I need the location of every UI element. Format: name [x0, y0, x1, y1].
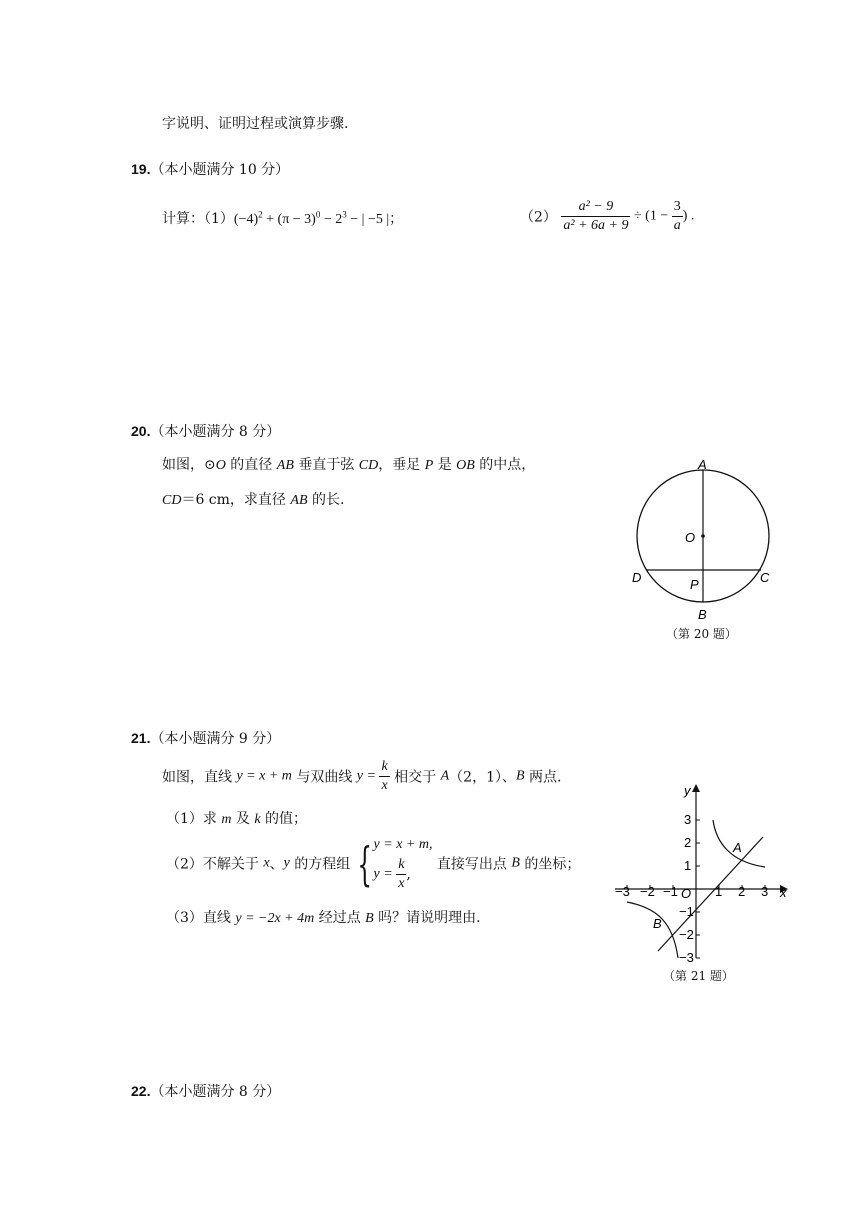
text: 的直径	[225, 457, 277, 473]
question-number: 21.	[131, 730, 151, 746]
point-a-label: A	[733, 840, 742, 855]
x-axis-label: x	[780, 885, 787, 900]
y-tick-label: 3	[684, 812, 692, 827]
equation: y =	[356, 768, 380, 784]
circle-figure	[620, 455, 790, 625]
label-a: A	[698, 457, 707, 472]
text: ＝6 cm，求直径	[181, 492, 291, 508]
text: 的中点，	[474, 457, 536, 473]
var: P	[424, 458, 434, 473]
center-point	[701, 534, 705, 538]
exponent: 3	[342, 209, 347, 220]
text: 是	[433, 457, 457, 473]
equation-system	[374, 834, 433, 893]
text: ,	[406, 866, 411, 883]
question-21-part-2	[166, 834, 580, 893]
text: 的坐标；	[519, 856, 581, 873]
point-b-label: B	[653, 916, 662, 931]
text: 、	[269, 856, 284, 873]
var: A	[440, 768, 450, 784]
fraction-numerator: a² − 9	[561, 198, 630, 217]
fraction-k-over-x	[379, 758, 389, 795]
var: B	[511, 855, 520, 871]
term: − | −5 |	[346, 212, 390, 227]
var: B	[515, 768, 525, 784]
text: 与双曲线	[291, 769, 357, 786]
coordinate-graph	[605, 780, 795, 965]
question-number: 19.	[131, 161, 151, 177]
fraction-denominator: a	[673, 218, 681, 233]
figure-21-caption: （第 21 题）	[663, 969, 734, 983]
text: 经过点	[314, 910, 366, 926]
text: 及	[231, 811, 255, 827]
text: 的方程组	[289, 856, 351, 873]
intro-text: 字说明、证明过程或演算步骤.	[162, 116, 349, 132]
text: 如图，⊙	[162, 457, 216, 473]
fraction-numerator: 3	[672, 198, 683, 217]
y-axis-arrow	[692, 784, 700, 792]
x-tick-label: 1	[715, 884, 723, 899]
main-fraction	[561, 198, 630, 235]
origin-label: O	[681, 886, 692, 901]
calc-label: 计算：（1）	[162, 211, 234, 227]
text: 的值；	[260, 811, 308, 827]
text: 两点.	[524, 769, 562, 786]
y-tick-label: 2	[684, 835, 692, 850]
question-21-part-1	[166, 808, 307, 828]
punctuation: ；	[389, 211, 404, 227]
question-points: （本小题满分 10 分）	[150, 162, 290, 178]
var: x	[263, 855, 270, 871]
label-p: P	[690, 577, 699, 592]
question-19-header	[131, 159, 289, 179]
question-points: （本小题满分 8 分）	[150, 424, 281, 440]
term: (−4)	[233, 212, 259, 227]
question-number: 22.	[131, 1083, 151, 1099]
system-brace: {	[357, 836, 373, 891]
question-points: （本小题满分 8 分）	[150, 1084, 281, 1100]
label-c: C	[760, 570, 770, 585]
var: OB	[456, 458, 475, 473]
fraction-denominator: x	[381, 778, 388, 793]
exponent: 0	[315, 209, 321, 220]
text: （3）直线	[166, 910, 236, 926]
closing-text: ) .	[682, 208, 695, 224]
operator-text: ÷ (1 −	[630, 208, 672, 224]
question-20-line-1	[162, 454, 535, 474]
x-tick-label: −2	[640, 884, 655, 899]
label-b: B	[698, 607, 707, 622]
system-eq-1: y = x + m,	[373, 837, 433, 852]
var: y	[283, 855, 290, 871]
part-label: （2）	[520, 209, 557, 226]
small-fraction	[672, 198, 683, 235]
text: （2）不解关于	[166, 856, 264, 873]
text: 的长.	[307, 492, 345, 508]
question-number: 20.	[131, 423, 151, 439]
figure-20-caption: （第 20 题）	[666, 627, 737, 641]
var: AB	[276, 458, 294, 473]
fraction	[396, 856, 406, 893]
x-tick-label: −3	[615, 884, 630, 899]
question-21-line-1	[162, 758, 561, 795]
y-tick-label: −2	[679, 927, 694, 942]
question-points: （本小题满分 9 分）	[150, 731, 281, 747]
question-19-part-2	[520, 198, 694, 235]
var: O	[215, 458, 226, 473]
var: B	[365, 911, 374, 926]
question-21-part-3	[166, 907, 481, 927]
y-axis-label: y	[684, 783, 691, 798]
text: 直接写出点	[432, 856, 512, 873]
equation: y = −2x + 4m	[235, 911, 315, 926]
question-20-line-2	[162, 489, 344, 509]
text: 如图，直线	[162, 769, 237, 786]
fraction-numerator: k	[396, 856, 406, 875]
text: 吗？请说明理由.	[373, 910, 481, 926]
y-tick-label: 1	[684, 858, 692, 873]
var: m	[221, 812, 232, 827]
text: （1）求	[166, 811, 222, 827]
system-eq-2	[374, 856, 433, 893]
question-21-header	[131, 728, 280, 748]
y-tick-label: −1	[679, 904, 694, 919]
exponent: 2	[258, 209, 263, 220]
label-d: D	[632, 570, 642, 585]
text: （2，1）、	[449, 769, 516, 786]
fraction-denominator: x	[398, 876, 405, 891]
fraction-denominator: a² + 6a + 9	[563, 218, 629, 233]
fraction-numerator: k	[379, 758, 389, 777]
x-tick-label: 3	[761, 884, 769, 899]
equation: y = x + m	[236, 768, 292, 784]
text: ，垂足	[378, 457, 425, 473]
x-tick-label: −1	[663, 884, 678, 899]
equation: y =	[373, 866, 397, 882]
text: 垂直于弦	[293, 457, 359, 473]
text: 相交于	[389, 769, 441, 786]
label-o: O	[685, 530, 696, 545]
question-19-part-1	[162, 208, 403, 228]
var: CD	[162, 493, 182, 508]
term: + (π − 3)	[262, 212, 316, 227]
question-20-header	[131, 421, 280, 441]
var: AB	[290, 493, 308, 508]
expression-part-1	[233, 209, 390, 227]
var: CD	[358, 458, 379, 473]
term: − 2	[320, 212, 343, 227]
question-22-header	[131, 1081, 280, 1101]
x-tick-label: 2	[738, 884, 746, 899]
y-tick-label: −3	[679, 950, 694, 965]
var: k	[254, 812, 261, 827]
